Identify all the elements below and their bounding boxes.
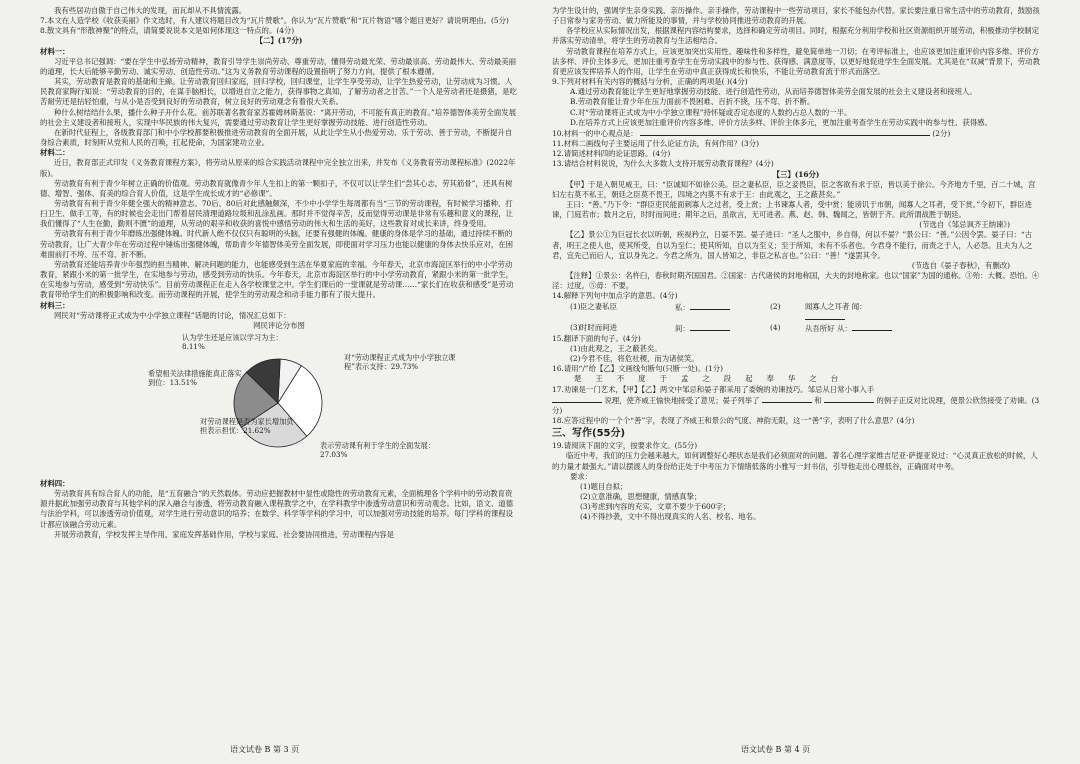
material-4-continued: 各学校应从实际情况出发，根据课程内容结构要求，选择和确定劳动项目。同时，根据充分利用学校和社区资源组织开展劳动，积极推动学校制定并落实劳动清单，将学生的劳动教育与生活相结合。 — [552, 26, 1040, 46]
item-answer — [675, 302, 770, 323]
page-4-column — [552, 6, 1040, 736]
passage-jia: 【甲】于是入朝见威王，曰：“臣诚知不如徐公美。臣之妻私臣，臣之妾畏臣，臣之客欲有求于臣，皆以美于徐公。今齐地方千里，百二十城，宫妇左右莫不私王，朝廷之臣莫不畏王，四境之内莫不有求于王：由此观之，王之蔽甚矣。” — [552, 179, 1036, 199]
item-char: 间： — [675, 323, 690, 333]
passage-yi-source: (节选自《晏子春秋》，有删改) — [911, 260, 1010, 270]
pie-label-support: 对“劳动课程正式成为中小学独立课程”表示支持：29.73% — [344, 353, 456, 371]
answer-blank[interactable] — [805, 312, 845, 320]
item-number: (2) — [770, 301, 781, 311]
question-12: 12.请简述材料四的论证思路。(4分) — [552, 149, 671, 159]
passage-yi: 【乙】景公①为巨冠长衣以听朝，疾视矜立，日晏不罢。晏子进曰：“圣人之服中，乡自得，何以不晏？”景公曰：“善。”公因令罢。晏子曰：“古者，明王之使人也，使其所受，自以为至仁；使其所知，自以为至义；至于所知，未有不乐者也。今君身不能行，而责之于人，人必怨。且夫为人之君，宜先己而后人，宜以身先之。今君之所为，国人皆知之，非臣之私言也。”公曰：“善！”遂罢其令。 — [552, 230, 1033, 260]
item-answer — [675, 323, 770, 334]
requirements-title: 要求： — [570, 471, 593, 481]
material-1-paragraph: 种什么树结结什么果，播什么种子开什么花。前苏联著名教育家苏霍姆林斯基说：“离开劳动，不可能有真正的教育。”培养德智体美劳全面发展的社会主义建设者和接班人，实现中华民族的伟大复兴，需要通过劳动教育让学生更好掌握劳动技能、进行创造性劳动。 — [40, 107, 517, 127]
pie-label-all-round: 表示劳动课有利于学生的全面发展：27.03% — [320, 441, 436, 459]
question-17-continued — [552, 395, 1040, 416]
item-number: (1) — [570, 301, 581, 311]
material-1-paragraph: 其实，劳动教育是教育的基础和主線。让劳动教育回归家庭，回归学校，回归课堂，让学生享受劳动，让学生热爱劳动，让劳动成为习惯。人民教育家陶行知说：“劳动教育的目的，在谋手脑相长，以增进自立之能力，获得事物之真知，了解劳动者之甘苦。”一个人是劳动者还是摄猪，是吃苦耐劳还是拈轻怕重，与从小是否受到良好的劳动教育，树立良好的劳动观念有着很大关系。 — [40, 77, 517, 107]
material-2-paragraph: 近日，教育部正式印发《义务教育课程方案》，将劳动从原来的综合实践活动课程中完全独立出来，并发布《义务教育劳动课程标准》(2022年版)。 — [40, 158, 516, 178]
material-4-paragraph: 开展劳动教育，学校发挥主导作用，家庭发挥基础作用，学校与家庭、社会要协同推进，劳动课程内容是 — [54, 529, 394, 539]
question-17-text: 和 — [814, 395, 822, 405]
question-14: 14.解释下列句中加点字的意思。(4分) — [552, 291, 678, 301]
item-sentence: 从吾所好 — [805, 323, 835, 333]
question-18: 18.应答过程中的一个个“善”字，表现了齐威王和景公的气度、神韵无限，这一“善”字，表明了什么意思？(4分) — [552, 416, 915, 426]
requirement-item: (2)立意准确，思想健康，情感真挚； — [580, 492, 702, 501]
passage-jia: 王曰：“善。”乃下令：“群臣吏民能面刺寡人之过者，受上赏；上书谏寡人者，受中赏；能谤讥于市朝，闻寡人之耳者，受下赏。”令初下，群臣进谏，门庭若市；数月之后，时时而间进；期年之后，虽欲言，无可进者。燕、赵、韩、魏闻之，皆朝于齐。此所谓战胜于朝廷。 — [552, 199, 1032, 220]
answer-blank[interactable] — [852, 323, 892, 331]
question-16-sentence: 楚王不度于孟之段起奉华之台 — [574, 374, 853, 384]
question-7: 7.本文在人造学校《收获美丽》作文选时，有人建议将题目改为“瓦片赞歌”。你认为“瓦片赞歌”和“瓦片物语”哪个题目更好？请说明理由。(5分) — [40, 16, 509, 26]
section-writing-heading: 三、写作(55分) — [552, 428, 626, 440]
item-sentence: 臣之妻私臣 — [580, 301, 617, 311]
question-10-text: 10.材料一的中心观点是： — [552, 128, 638, 138]
requirement-item: (4)不得抄袭，文中不得出现真实的人名、校名、地名。 — [580, 512, 761, 522]
requirement-item: (1)题目自拟； — [580, 481, 628, 491]
section-three-heading: 【三】(16分) — [772, 169, 820, 179]
material-2-paragraph: 劳动教育有利于青少年树立正确的价值观。劳动教育就像青少年人生扣上的第一颗扣子，不仅可以让学生们“尝其心志，劳其筋骨”，还具有树德、增智、强体、育美的综合育人价值，这是学生成长成才的“必修课”。 — [40, 178, 513, 198]
item-sentence: 闻寡人之耳者 — [805, 301, 850, 311]
material-4-title: 材料四： — [40, 479, 70, 488]
material-3-intro: 网民对“劳动课将正式成为中小学独立课程”话题的讨论，情况汇总如下： — [54, 310, 291, 320]
page-footer-right: 语文试卷 B 第 4 页 — [741, 745, 811, 754]
item-pair — [805, 323, 900, 334]
question-17-text: 的例子正反对比说理，使景公欣然接受了劝谏。(3分) — [552, 395, 1040, 415]
item-char: 闻： — [851, 301, 867, 311]
question-13: 13.请结合材料说说，为什么大多数人支持开展劳动教育课程？(4分) — [552, 159, 774, 169]
material-2-paragraph: 劳动教育还能培养青少年强烈的担当精神、解决问题的能力，也能感受到生活在华夏家庭的幸福。今年春天，北京市海淀区举行的中小学劳动教育，紧跟小米的第一批学生，在实地参与劳动，感受到劳动的快乐。今年春天，北京市海淀区举行的中小学劳动教育，紧跟小米的第一批学生，在实地参与劳动，感受到“劳动快乐”。目前劳动课程正在走入各学校课堂之中。学生们课后的一堂课就是劳动课……“家长们在收获和感受”是劳动教育带给学生们的积极影响和改变。而劳动课程的开展，使学生的劳动观念和动手能力都有了很大提升。 — [40, 259, 514, 300]
question-15-item: (2)今君不佳，将危社稷，而为诸侯笑。 — [570, 354, 699, 364]
material-2-paragraph: 劳动教育有利于青少年磨练出强健体魄。时代新人绝不仅仅只有聪明的头脑，还要有强健的体魄。健康的身体是学习的基础，通过持续不断的劳动教育，让广大青少年在劳动过程中锤炼出强健体魄，帮助青少年德智体美劳全面发展，即使面对学习压力也能以健康的身体去快乐应对，在困难面前打不垮、压不弯、折不断。 — [40, 229, 514, 259]
item-char: 私： — [675, 302, 690, 312]
pie-chart — [40, 331, 518, 479]
material-2-paragraph: 劳动教育有利于青少年健全强大的精神意志。70后、80后对此感触颇深，不少中小学学生每周都有当“三节的劳动课程，有时候学习播种、打扫卫生、做手工等，有的时候也会走出门帮着居民清理道路垃圾和乱涂乱画。那时并不觉得辛苦，反而觉得劳动课是非常有乐趣和意义的课程，让我们懂得了“人生在勤，勤则不匮”的道理，从劳动的艰辛和收获的喜悦中感悟劳动的伟大和生活的美好，这些教育对成长来讲，终身受用。 — [40, 198, 514, 229]
material-4-paragraph: 劳动教育具有综合育人的功能，是“五育融合”的天然载体。劳动应把握教材中显性或隐性的劳动教育元素，全面梳理各个学科中的劳动教育资源并据此加强劳动教育与其他学科的深入融合与渗透，将劳动教育融入课程教学之中，在学科教学中渗透劳动意识和劳动观念。比如，语文、道德与法治学科，可以渗透劳动价值观，对学生进行劳动意识的培养；在数学、科学等学科的学习中，可以加强对劳动技能的培养。每门学科的课程设计都应该融合劳动元素。 — [40, 489, 514, 529]
answer-blank[interactable] — [690, 323, 730, 331]
answer-blank[interactable] — [690, 302, 730, 310]
answer-blank[interactable] — [824, 395, 874, 403]
section-two-heading: 【二】(17分) — [255, 36, 303, 46]
question-9-option: B.劳动教育能让青少年在压力面前不畏困难、百折不挠，压不弯、折不断。 — [570, 97, 815, 107]
question-9-option: D.在培养方式上应该更加注重评价内容多维、评价方法多样、评价主体多元，更加注重考查学生在劳动实践中的参与性、获得感。 — [570, 117, 992, 127]
item-pair — [805, 302, 900, 323]
pie-label-burden: 对劳动课程是否为家长增加负担表示担忧：21.62% — [200, 417, 294, 435]
question-8: 8.散文具有“形散神聚”的特点，请简要说说本文是如何体现这一特点的。(4分) — [40, 26, 295, 36]
question-10-score: (2分) — [932, 128, 951, 138]
question-15: 15.翻译下面的句子。(4分) — [552, 333, 641, 343]
question-9: 9.下列对材料有关内容的概括与分析，正确的两项是( )(4分) — [552, 77, 748, 87]
material-4-continued: 劳动教育课程在培养方式上，应该更加突出实用性、趣味性和多样性，避免简单地一刀切；在考评标准上，也应该更加注重评价内容多维、评价方法多样、评价主体多元，更加注重考查学生在劳动实践中的参与性、获得感、满意度等，以更好地促进学生全面发展。尤其是在“双减”背景下，劳动教育更应该发挥培养人的作用，让学生在劳动中真正获得成长和快乐，不能让劳动教育流于形式而落空。 — [552, 46, 1040, 76]
pie-label-law: 希望相关法律措施能真正落实到位：13.51% — [148, 369, 242, 387]
item-number: (3) — [570, 322, 581, 332]
answer-blank[interactable] — [762, 395, 812, 403]
page-footer-left: 语文试卷 B 第 3 页 — [230, 745, 300, 754]
question-17: 17.劝谏是一门艺术，【甲】【乙】两文中邹忌和晏子都采用了委婉的劝谏技巧。邹忌从日常小事入手 — [552, 384, 875, 394]
chart-title: 网民评论分布图 — [253, 320, 305, 330]
passage-jia-source: (节选自《邹忌讽齐王纳谏》) — [919, 220, 1010, 230]
item-number: (4) — [770, 322, 781, 332]
question-16: 16.请用“/”给【乙】文画线句断句(只断一处)。(1分) — [552, 364, 724, 374]
question-17-text: 说理，使齐威王愉快地接受了意见；晏子列举了 — [604, 395, 760, 405]
question-14-items — [552, 302, 1040, 334]
question-10 — [552, 128, 1040, 139]
question-19-prompt: 临近中考，我们的压力会越来越大，如何调整好心理状态是我们必须面对的问题。著名心理学家维吉尼亚·萨提亚说过：“心灵真正放松的时候，人的力量才最强大。”请以摆渡人的身份给正处于中考压力下情绪低落的小雅写一封书信，引导他走出心理低谷，正确面对中考。 — [552, 451, 1038, 471]
material-1-paragraph: 在新时代征程上，各级教育部门和中小学校都要积极推进劳动教育的全面开展，从此让学生从小热爱劳动、乐于劳动、善于劳动，不断提升自身综合素质，时刻听从党和人民的召唤，扛起使命，为国家建功立业。 — [40, 127, 513, 148]
question-11: 11.材料二画线句子主要运用了什么论证方法，有何作用？(3分) — [552, 139, 759, 149]
question-9-option: A.通过劳动教育能让学生更好地掌握劳动技能、进行创造性劳动，从而培养德智体美劳全面发展的社会主义建设者和接班人。 — [570, 87, 977, 97]
question-15-item: (1)由此观之，王之蔽甚矣。 — [570, 343, 662, 353]
material-1-title: 材料一： — [40, 46, 70, 56]
material-4-continued: 为学生设计的，强调学生亲身实践、亲历操作、亲手操作，劳动课程中一些劳动项目，家长不能包办代替。家长要注重日常生活中的劳动教育，鼓励孩子日常参与家务劳动、做力所能及的事情，并与学校协同推进劳动教育的开展。 — [552, 6, 1040, 26]
material-2-title: 材料二： — [40, 148, 70, 158]
question-9-option: C.对“劳动课将正式成为中小学独立课程”持怀疑或否定态度的人数约占总人数的一半。 — [570, 107, 852, 117]
item-char: 从： — [836, 323, 852, 333]
question-19: 19.请阅读下面的文字，按要求作文。(55分) — [552, 441, 698, 451]
material-1-paragraph: 习近平总书记强调：“要在学生中弘扬劳动精神，教育引导学生崇尚劳动、尊重劳动，懂得劳动最光荣、劳动最崇高、劳动最伟大、劳动最美丽的道理，长大后能够辛勤劳动、诚实劳动、创造性劳动。”这为义务教育劳动课程的设置指明了努力方向，提供了根本遵循。 — [40, 56, 517, 76]
item-sentence: 时时而间进 — [580, 322, 617, 332]
text-line: 我有些居功自傲于自己伟大的发现，而瓦却从不具情流露。 — [54, 6, 247, 15]
page-3-column — [40, 6, 518, 736]
requirement-item: (3)考虑到内容的充实，文章不要少于600字； — [580, 502, 731, 512]
pie-label-study-first: 认为学生还是应该以学习为主：8.11% — [182, 333, 283, 351]
answer-blank[interactable] — [640, 128, 930, 136]
answer-blank[interactable] — [552, 395, 602, 403]
notes: 【注释】①景公：名杵臼，春秋时期齐国国君。②国家：古代诸侯的封地称国，大夫的封地称家。也以“国家”为国的通称。③殆：大概、恐怕。④淫：过度。⑤毋：不要。 — [552, 271, 1040, 291]
material-3-title: 材料三： — [40, 300, 70, 310]
